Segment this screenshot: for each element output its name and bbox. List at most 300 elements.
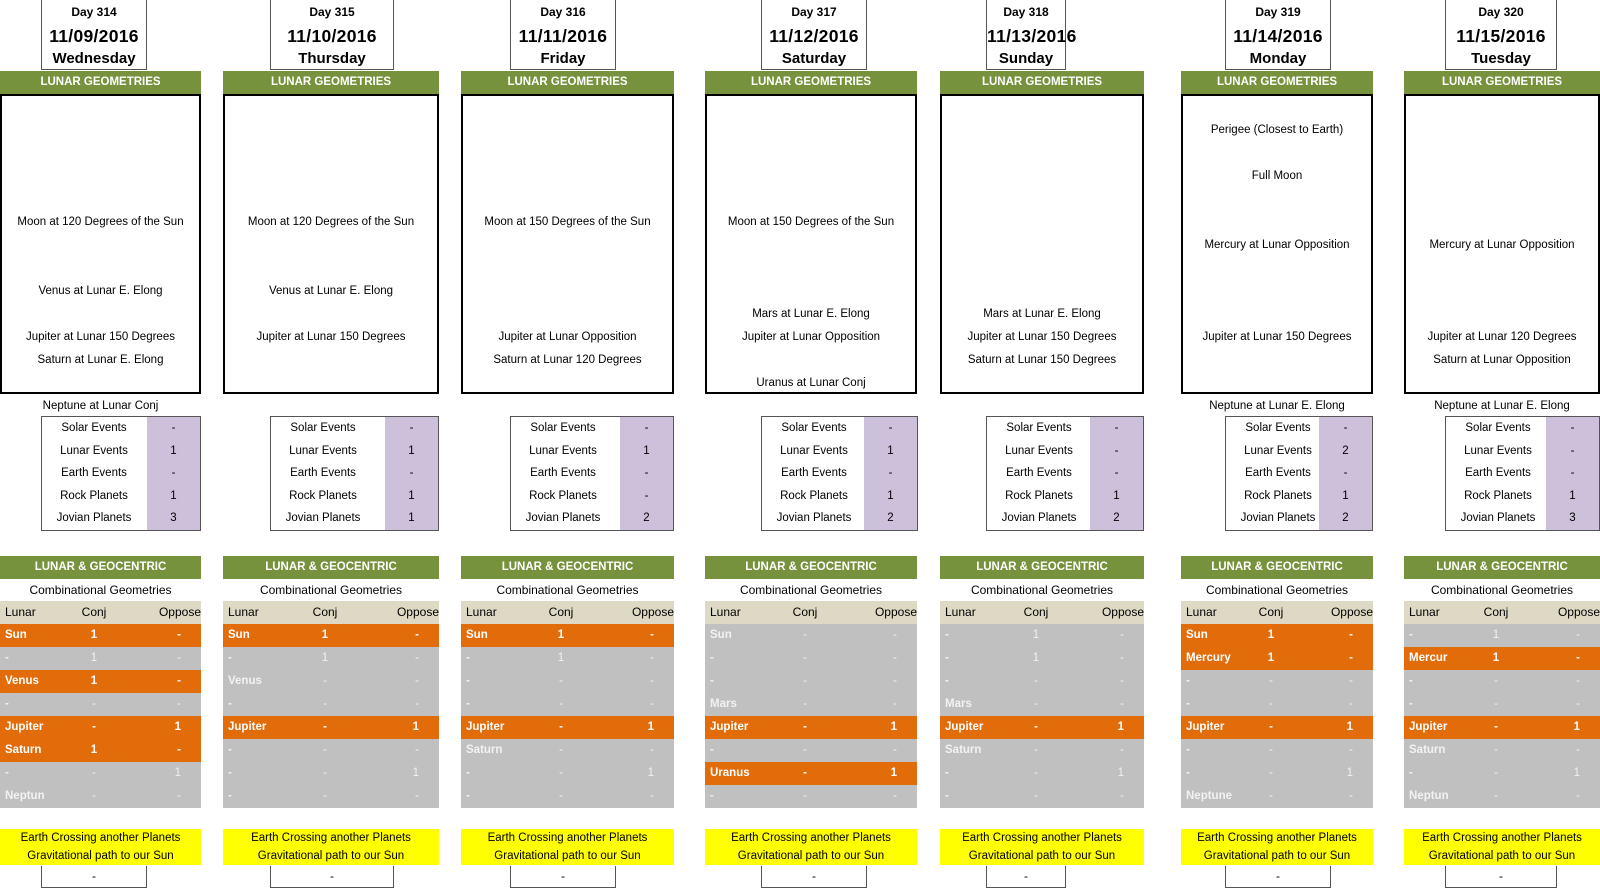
oppose-value: - xyxy=(893,675,897,687)
event-label: Solar Events xyxy=(1245,422,1311,434)
planet-name: Venus xyxy=(228,675,262,687)
event-label: Jovian Planets xyxy=(1460,512,1536,525)
day-number: Day 320 xyxy=(1478,5,1524,19)
event-row xyxy=(511,507,673,530)
combinational-row xyxy=(1181,670,1373,693)
oppose-value: 1 xyxy=(647,721,654,733)
planet-name: - xyxy=(228,744,232,756)
oppose-value: - xyxy=(177,652,181,664)
event-value: 2 xyxy=(864,507,917,530)
conj-value: - xyxy=(803,652,807,664)
th-lunar: Lunar xyxy=(5,605,36,619)
combinational-table-header xyxy=(461,601,674,624)
event-value: 2 xyxy=(1319,507,1372,530)
event-label: Lunar Events xyxy=(1244,444,1312,457)
day-weekday: Sunday xyxy=(998,50,1054,67)
earth-crossing-box xyxy=(0,829,201,865)
planet-name: Venus xyxy=(5,675,39,687)
event-label: Rock Planets xyxy=(529,489,597,502)
event-label: Earth Events xyxy=(781,467,847,480)
event-value: - xyxy=(385,417,438,440)
conj-value: 1 xyxy=(90,629,98,641)
th-conj: Conj xyxy=(81,605,107,619)
events-table xyxy=(41,416,201,531)
conj-value: - xyxy=(559,767,563,779)
combinational-row xyxy=(0,624,201,647)
oppose-value: - xyxy=(415,629,419,641)
conj-value: - xyxy=(323,790,327,802)
combinational-row xyxy=(461,693,674,716)
combinational-row xyxy=(1181,785,1373,808)
combinational-row xyxy=(1404,762,1600,785)
conj-value: 1 xyxy=(1267,629,1275,641)
day-number: Day 317 xyxy=(791,5,837,19)
combinational-row xyxy=(0,693,201,716)
day-date: 11/11/2016 xyxy=(518,26,608,46)
event-row xyxy=(271,462,438,485)
day-weekday: Thursday xyxy=(298,50,366,67)
geometry-line: Moon at 150 Degrees of the Sun xyxy=(727,216,895,228)
events-table xyxy=(510,416,674,531)
conj-value: - xyxy=(92,698,96,710)
planet-name: - xyxy=(228,790,232,802)
lunar-geocentric-header: LUNAR & GEOCENTRIC xyxy=(461,556,674,579)
earth-crossing-value: - xyxy=(270,866,394,888)
combinational-row xyxy=(461,716,674,739)
conj-value: - xyxy=(1269,744,1273,756)
planet-name: Sun xyxy=(228,629,250,641)
oppose-value: - xyxy=(415,675,419,687)
geometry-line: Mars at Lunar E. Elong xyxy=(983,308,1101,320)
event-label: Rock Planets xyxy=(780,489,848,502)
event-label: Earth Events xyxy=(290,467,356,480)
event-label: Lunar Events xyxy=(60,444,128,457)
oppose-value: - xyxy=(177,629,181,641)
oppose-value: - xyxy=(1349,629,1353,641)
conj-value: 1 xyxy=(1492,629,1500,641)
combinational-row xyxy=(461,762,674,785)
oppose-value: - xyxy=(1349,790,1353,802)
earth-crossing-line2: Gravitational path to our Sun xyxy=(1203,850,1351,862)
planet-name: - xyxy=(466,790,470,802)
event-row xyxy=(762,485,917,508)
th-oppose: Oppose xyxy=(158,605,201,619)
conj-value: - xyxy=(1034,721,1038,733)
event-row xyxy=(1226,462,1372,485)
conj-value: - xyxy=(323,744,327,756)
earth-crossing-value: - xyxy=(761,866,867,888)
conj-value: - xyxy=(803,744,807,756)
day-date: 11/13/2016 xyxy=(987,26,1077,46)
combinational-row xyxy=(1404,647,1600,670)
planet-name: - xyxy=(710,744,714,756)
combinational-row xyxy=(223,647,439,670)
lunar-geocentric-header: LUNAR & GEOCENTRIC xyxy=(1181,556,1373,579)
planet-name: Mars xyxy=(945,698,972,710)
event-value: - xyxy=(864,462,917,485)
planet-name: - xyxy=(228,767,232,779)
earth-crossing-value: - xyxy=(986,866,1066,888)
day-date: 11/10/2016 xyxy=(287,26,377,46)
combinational-row xyxy=(461,670,674,693)
oppose-value: 1 xyxy=(412,767,419,779)
combinational-row xyxy=(705,716,917,739)
combinational-row xyxy=(1404,670,1600,693)
th-lunar: Lunar xyxy=(466,605,497,619)
earth-crossing-line2: Gravitational path to our Sun xyxy=(1428,850,1576,862)
oppose-value: 1 xyxy=(647,767,654,779)
combinational-row xyxy=(0,739,201,762)
combinational-row xyxy=(461,785,674,808)
planet-name: - xyxy=(1186,767,1190,779)
event-label: Solar Events xyxy=(290,422,356,434)
earth-crossing-line1: Earth Crossing another Planets xyxy=(487,832,648,844)
oppose-value: - xyxy=(650,790,654,802)
event-row xyxy=(987,485,1143,508)
events-table xyxy=(1445,416,1600,531)
conj-value: - xyxy=(1034,698,1038,710)
conj-value: - xyxy=(323,698,327,710)
earth-crossing-line2: Gravitational path to our Sun xyxy=(27,850,174,862)
day-weekday: Wednesday xyxy=(52,50,136,67)
earth-crossing-line1: Earth Crossing another Planets xyxy=(731,832,891,844)
th-oppose: Oppose xyxy=(1330,605,1373,619)
event-row xyxy=(1446,440,1599,463)
event-value: 1 xyxy=(147,440,200,463)
planet-name: Saturn xyxy=(945,744,982,756)
combinational-table-header xyxy=(1181,601,1373,624)
event-row xyxy=(987,507,1143,530)
oppose-value: - xyxy=(177,790,181,802)
combinational-row xyxy=(1181,647,1373,670)
combinational-row xyxy=(1404,785,1600,808)
oppose-value: 1 xyxy=(1117,767,1124,779)
th-lunar: Lunar xyxy=(1409,605,1440,619)
day-weekday: Friday xyxy=(540,50,586,67)
combinational-row xyxy=(0,785,201,808)
event-label: Solar Events xyxy=(1006,422,1072,434)
earth-crossing-line1: Earth Crossing another Planets xyxy=(251,832,411,844)
event-row xyxy=(1226,417,1372,440)
oppose-value: 1 xyxy=(1346,767,1353,779)
combinational-row xyxy=(940,739,1144,762)
combinational-row xyxy=(705,670,917,693)
planet-name: - xyxy=(710,652,714,664)
earth-crossing-line2: Gravitational path to our Sun xyxy=(968,850,1116,862)
oppose-value: - xyxy=(1120,652,1124,664)
day-weekday: Tuesday xyxy=(1471,50,1531,67)
oppose-value: 1 xyxy=(1573,721,1580,733)
combinational-row xyxy=(940,762,1144,785)
combinational-geometries-title: Combinational Geometries xyxy=(29,583,172,597)
geometries-box xyxy=(1181,94,1373,412)
combinational-row xyxy=(705,624,917,647)
combinational-geometries-title: Combinational Geometries xyxy=(259,583,403,597)
conj-value: - xyxy=(803,675,807,687)
th-oppose: Oppose xyxy=(396,605,439,619)
combinational-row xyxy=(705,739,917,762)
oppose-value: - xyxy=(1120,744,1124,756)
lunar-geometries-header: LUNAR GEOMETRIES xyxy=(461,71,674,94)
event-label: Lunar Events xyxy=(529,444,597,457)
event-row xyxy=(1446,462,1599,485)
combinational-geometries-title: Combinational Geometries xyxy=(1205,583,1349,597)
geometry-line: Moon at 150 Degrees of the Sun xyxy=(484,216,651,228)
combinational-geometries-title: Combinational Geometries xyxy=(970,583,1114,597)
event-value: - xyxy=(1546,440,1599,463)
combinational-row xyxy=(0,762,201,785)
event-row xyxy=(762,507,917,530)
day-weekday: Monday xyxy=(1249,50,1307,67)
earth-crossing-box xyxy=(1181,829,1373,865)
conj-value: 1 xyxy=(1032,629,1040,641)
conj-value: - xyxy=(1269,721,1273,733)
event-label: Earth Events xyxy=(1465,467,1531,480)
event-label: Lunar Events xyxy=(780,444,848,457)
conj-value: - xyxy=(1034,790,1038,802)
oppose-value: - xyxy=(415,790,419,802)
planet-name: Sun xyxy=(710,629,732,641)
day-weekday: Saturday xyxy=(781,50,847,67)
combinational-row xyxy=(223,739,439,762)
combinational-geometries-title: Combinational Geometries xyxy=(739,583,883,597)
geometry-line: Saturn at Lunar 150 Degrees xyxy=(967,354,1117,366)
geometry-line: Jupiter at Lunar Opposition xyxy=(498,331,637,343)
combinational-row xyxy=(223,716,439,739)
conj-value: - xyxy=(1494,744,1498,756)
geometry-line: Saturn at Lunar 120 Degrees xyxy=(493,354,642,366)
lunar-geocentric-header: LUNAR & GEOCENTRIC xyxy=(223,556,439,579)
events-table xyxy=(1225,416,1373,531)
event-value: 1 xyxy=(1319,485,1372,508)
conj-value: - xyxy=(1034,744,1038,756)
planet-name: - xyxy=(710,675,714,687)
combinational-row xyxy=(1404,624,1600,647)
event-label: Solar Events xyxy=(1465,422,1531,434)
planet-name: - xyxy=(1409,767,1413,779)
conj-value: - xyxy=(559,744,563,756)
planet-name: Saturn xyxy=(1409,744,1446,756)
combinational-row xyxy=(940,716,1144,739)
event-label: Lunar Events xyxy=(1464,444,1532,457)
th-lunar: Lunar xyxy=(1186,605,1217,619)
event-value: - xyxy=(147,417,200,440)
event-row xyxy=(42,485,200,508)
oppose-value: - xyxy=(893,790,897,802)
planet-name: Jupiter xyxy=(1409,721,1448,733)
lunar-geometries-header: LUNAR GEOMETRIES xyxy=(1404,71,1600,94)
event-row xyxy=(762,440,917,463)
conj-value: - xyxy=(323,675,327,687)
oppose-value: - xyxy=(1120,675,1124,687)
geometry-line: Saturn at Lunar Opposition xyxy=(1433,354,1571,366)
lunar-geometries-header: LUNAR GEOMETRIES xyxy=(0,71,201,94)
combinational-table-header xyxy=(705,601,917,624)
conj-value: - xyxy=(92,790,96,802)
day-header xyxy=(761,0,867,70)
combinational-row xyxy=(940,647,1144,670)
geometry-line: Mercury at Lunar Opposition xyxy=(1429,239,1575,251)
planet-name: Jupiter xyxy=(466,721,505,733)
planet-name: - xyxy=(710,790,714,802)
geometry-line: Mercury at Lunar Opposition xyxy=(1204,239,1350,251)
geometry-line: Venus at Lunar E. Elong xyxy=(38,285,163,297)
event-value: - xyxy=(1319,417,1372,440)
th-oppose: Oppose xyxy=(631,605,674,619)
th-conj: Conj xyxy=(1023,605,1049,619)
day-header xyxy=(270,0,394,70)
conj-value: - xyxy=(1034,675,1038,687)
events-table xyxy=(761,416,918,531)
event-value: 3 xyxy=(1546,507,1599,530)
conj-value: - xyxy=(92,767,96,779)
planet-name: Mars xyxy=(710,698,737,710)
day-header xyxy=(41,0,147,70)
events-table xyxy=(986,416,1144,531)
combinational-row xyxy=(1181,693,1373,716)
conj-value: 1 xyxy=(90,652,98,664)
event-row xyxy=(762,462,917,485)
event-value: - xyxy=(620,485,673,508)
conj-value: - xyxy=(559,721,563,733)
geometries-box xyxy=(0,94,201,412)
combinational-table-header xyxy=(0,601,201,624)
earth-crossing-value: - xyxy=(1445,866,1557,888)
geometry-line: Moon at 120 Degrees of the Sun xyxy=(17,216,184,228)
events-table xyxy=(270,416,439,531)
combinational-row xyxy=(705,762,917,785)
conj-value: - xyxy=(559,790,563,802)
planet-name: - xyxy=(1409,629,1413,641)
combinational-row xyxy=(1404,716,1600,739)
event-row xyxy=(1226,485,1372,508)
combinational-row xyxy=(705,647,917,670)
geometry-line: Neptune at Lunar E. Elong xyxy=(1434,400,1570,412)
day-date: 11/12/2016 xyxy=(769,26,859,46)
conj-value: - xyxy=(1034,767,1038,779)
earth-crossing-line1: Earth Crossing another Planets xyxy=(1197,832,1357,844)
combinational-row xyxy=(0,670,201,693)
conj-value: 1 xyxy=(557,629,565,641)
oppose-value: - xyxy=(650,652,654,664)
conj-value: - xyxy=(1494,721,1498,733)
planet-name: - xyxy=(945,675,949,687)
event-value: 1 xyxy=(385,507,438,530)
event-value: 1 xyxy=(147,485,200,508)
planet-name: Saturn xyxy=(5,744,42,756)
event-label: Earth Events xyxy=(1006,467,1072,480)
earth-crossing-box xyxy=(940,829,1144,865)
day-number: Day 318 xyxy=(1003,5,1049,19)
conj-value: 1 xyxy=(1267,652,1275,664)
conj-value: - xyxy=(1269,790,1273,802)
conj-value: - xyxy=(803,767,807,779)
event-label: Jovian Planets xyxy=(776,512,852,525)
conj-value: - xyxy=(1494,790,1498,802)
event-value: - xyxy=(1090,440,1143,463)
conj-value: - xyxy=(803,629,807,641)
event-value: - xyxy=(620,462,673,485)
conj-value: - xyxy=(92,721,96,733)
conj-value: - xyxy=(323,767,327,779)
event-value: - xyxy=(1319,462,1372,485)
geometry-line: Neptune at Lunar Conj xyxy=(42,400,159,412)
geometry-line: Jupiter at Lunar 120 Degrees xyxy=(1427,331,1577,343)
event-label: Solar Events xyxy=(530,422,596,434)
geometry-line: Saturn at Lunar E. Elong xyxy=(37,354,164,366)
geometries-box xyxy=(705,94,917,394)
event-label: Lunar Events xyxy=(1005,444,1073,457)
event-row xyxy=(987,440,1143,463)
oppose-value: - xyxy=(893,652,897,664)
lunar-geocentric-header: LUNAR & GEOCENTRIC xyxy=(705,556,917,579)
event-label: Lunar Events xyxy=(289,444,357,457)
planet-name: - xyxy=(228,652,232,664)
planet-name: Uranus xyxy=(710,767,750,779)
oppose-value: - xyxy=(893,629,897,641)
event-value: - xyxy=(620,417,673,440)
event-row xyxy=(1446,417,1599,440)
event-value: - xyxy=(147,462,200,485)
conj-value: - xyxy=(1494,767,1498,779)
oppose-value: 1 xyxy=(1346,721,1353,733)
combinational-row xyxy=(705,693,917,716)
combinational-row xyxy=(461,647,674,670)
geometry-line: Jupiter at Lunar 150 Degrees xyxy=(26,331,175,343)
combinational-geometries-title: Combinational Geometries xyxy=(1430,583,1574,597)
earth-crossing-value: - xyxy=(510,866,616,888)
combinational-row xyxy=(0,716,201,739)
lunar-geometries-header: LUNAR GEOMETRIES xyxy=(223,71,439,94)
event-row xyxy=(271,417,438,440)
event-label: Jovian Planets xyxy=(56,512,132,525)
earth-crossing-line1: Earth Crossing another Planets xyxy=(962,832,1122,844)
combinational-row xyxy=(940,693,1144,716)
oppose-value: 1 xyxy=(890,721,897,733)
oppose-value: 1 xyxy=(1573,767,1580,779)
combinational-row xyxy=(223,624,439,647)
event-row xyxy=(42,507,200,530)
event-value: 1 xyxy=(385,485,438,508)
event-row xyxy=(1226,440,1372,463)
event-value: - xyxy=(864,417,917,440)
planet-name: Sun xyxy=(5,629,27,641)
event-label: Solar Events xyxy=(61,422,127,434)
day-date: 11/15/2016 xyxy=(1456,26,1546,46)
planet-name: - xyxy=(466,652,470,664)
earth-crossing-line2: Gravitational path to our Sun xyxy=(494,850,641,862)
geometry-line: Neptune at Lunar E. Elong xyxy=(1209,400,1345,412)
event-row xyxy=(511,417,673,440)
event-value: 2 xyxy=(1090,507,1143,530)
th-conj: Conj xyxy=(792,605,818,619)
conj-value: - xyxy=(1269,767,1273,779)
oppose-value: - xyxy=(177,675,181,687)
earth-crossing-box xyxy=(461,829,674,865)
event-row xyxy=(511,462,673,485)
event-row xyxy=(271,485,438,508)
day-date: 11/09/2016 xyxy=(49,26,139,46)
planet-name: - xyxy=(1186,675,1190,687)
oppose-value: - xyxy=(1576,698,1580,710)
geometry-line: Jupiter at Lunar 150 Degrees xyxy=(256,331,406,343)
event-value: 1 xyxy=(1546,485,1599,508)
oppose-value: - xyxy=(1120,790,1124,802)
planet-name: - xyxy=(945,652,949,664)
conj-value: - xyxy=(1494,675,1498,687)
day-date: 11/14/2016 xyxy=(1233,26,1323,46)
geometries-box xyxy=(461,94,674,394)
